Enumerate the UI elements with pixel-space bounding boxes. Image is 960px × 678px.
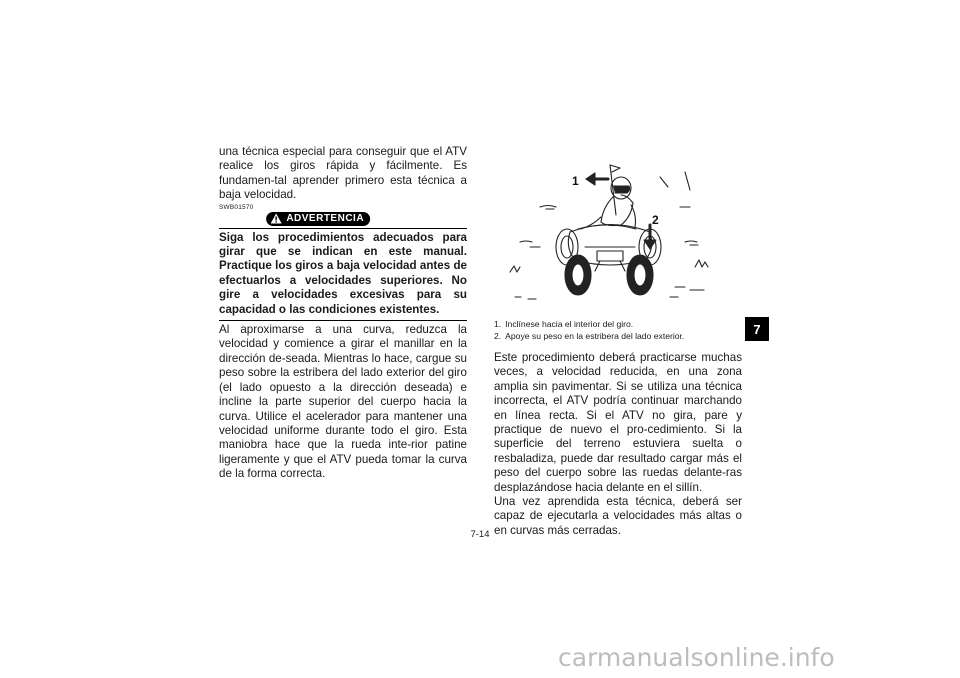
caption-number: 2. <box>494 331 502 341</box>
body-paragraph: Al aproximarse a una curva, reduzca la velocidad y comience a girar el manillar en la dirección de-seada. Mientras lo hace, cargue su peso sobre la estribera del lado exterior del giro (el lado opuesto a la dirección deseada) e incline la parte superior del cuerpo hacia la curva. Utilice el acelerador para mantener una velocidad uniforme durante todo el giro. Esta maniobra hace que la rueda inte-rior patine ligeramente y que el ATV pueda tomar la curva de la forma correcta. <box>219 323 467 481</box>
warning-label: ADVERTENCIA <box>286 212 365 224</box>
warning-badge <box>266 212 370 226</box>
warning-text: Siga los procedimientos adecuados para girar que se indican en este manual. Practique los giros a baja velocidad antes de efectuarlos a velocidades superiores. No gire a velocidades excesivas para su capacidad o las condiciones existentes. <box>219 230 467 316</box>
warning-code: SWB01570 <box>219 203 254 211</box>
procedure-paragraph: Este procedimiento deberá practicarse muchas veces, a velocidad reducida, en una zona amplia sin pavimentar. Si se utiliza una técnica incorrecta, el ATV podría continuar marchando en línea recta. Si el ATV no gira, pare y practique de nuevo el pro-cedimiento. Si la superficie del terreno estuviera suelta o resbaladiza, puede dar resultado cargar más el peso del cuerpo sobre las ruedas delante-ras desplazándose hacia delante en el sillín. <box>494 351 742 494</box>
watermark: carmanualsonline.info <box>558 643 835 672</box>
closing-paragraph: Una vez aprendida esta técnica, deberá ser capaz de ejecutarla a velocidades más altas o en curvas más cerradas. <box>494 495 742 537</box>
warning-header <box>219 212 467 228</box>
right-column <box>494 351 742 538</box>
chapter-tab: 7 <box>745 317 769 341</box>
atv-turning-illustration <box>500 147 735 312</box>
caption-text: Inclínese hacia el interior del giro. <box>505 319 634 329</box>
callout-2: 2 <box>652 213 659 227</box>
caption-item <box>494 318 744 330</box>
caption-number: 1. <box>494 319 502 329</box>
left-column <box>219 145 467 482</box>
caption-text: Apoye su peso en la estribera del lado exterior. <box>505 331 685 341</box>
callout-1: 1 <box>572 174 579 188</box>
illustration-caption <box>494 318 744 342</box>
warning-rule-bottom <box>219 320 467 321</box>
warning-triangle-icon <box>270 213 282 224</box>
page-number: 7-14 <box>470 529 490 540</box>
caption-item <box>494 330 744 342</box>
intro-paragraph: una técnica especial para conseguir que el ATV realice los giros rápida y fácilmente. Es fundamen-tal aprender primero esta técnica a baja velocidad. <box>219 145 467 202</box>
warning-rule-top <box>219 228 467 229</box>
